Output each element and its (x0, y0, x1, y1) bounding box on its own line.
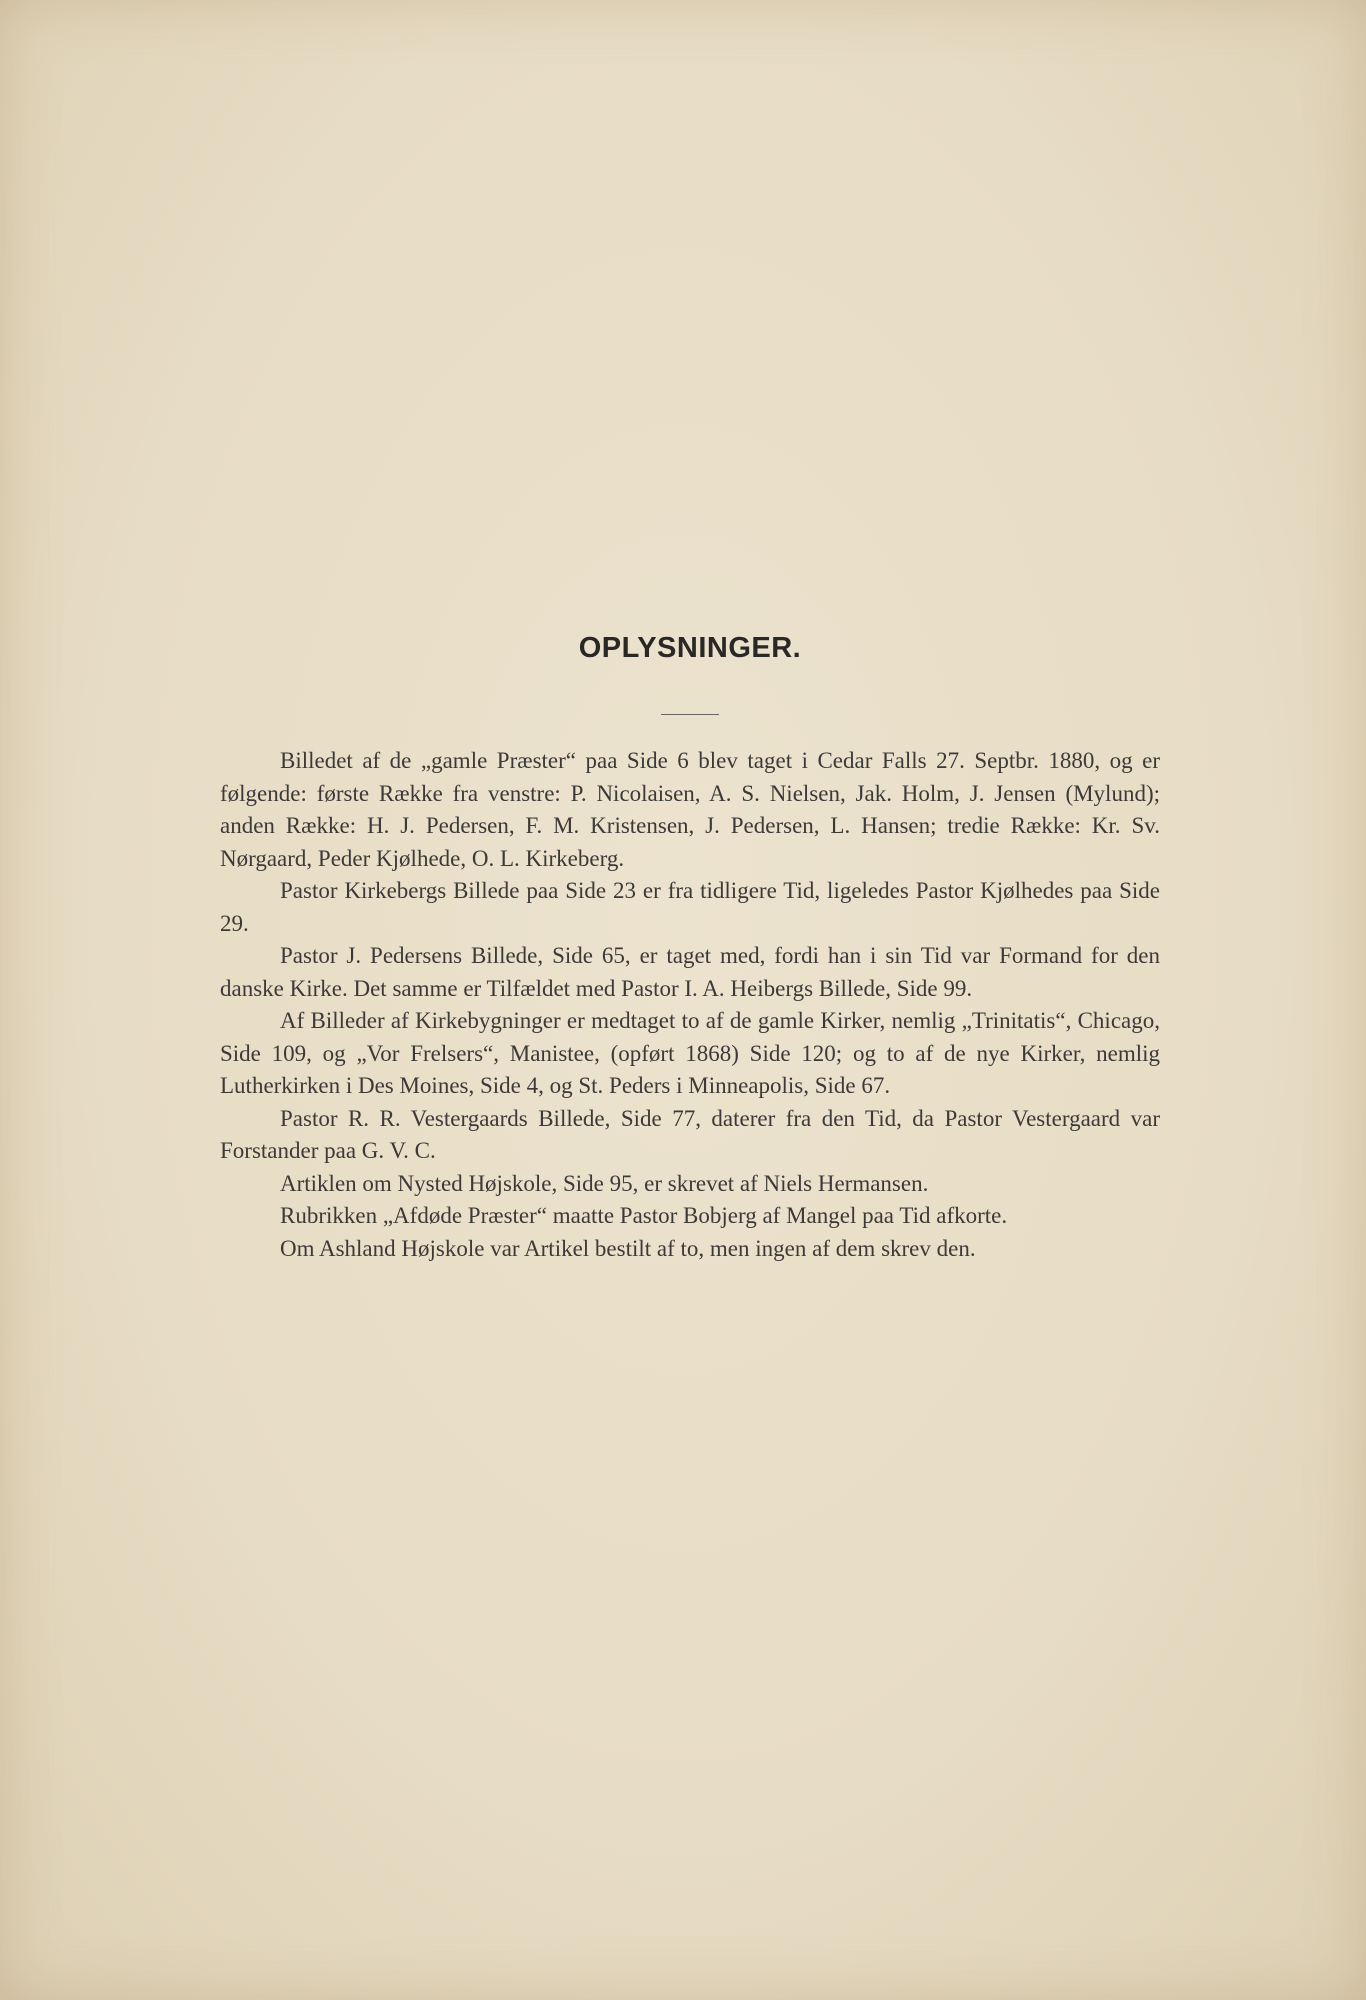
paragraph-photo-old-pastors: Billedet af de „gamle Præster“ paa Side 6 blev taget i Cedar Falls 27. Septbr. 1880, og er følgende: første Række fra venstre: P. Nicolaisen, A. S. Nielsen, Jak. Holm, J. Jensen (Mylund); anden Række: H. J. Pedersen, F. M. Kristensen, J. Pedersen, L. Hansen; tredie Række: Kr. Sv. Nørgaard, Peder Kjølhede, O. L. Kirkeberg. (220, 748, 1160, 871)
paragraph-ashland-article: Om Ashland Højskole var Artikel bestilt af to, men ingen af dem skrev den. (280, 1235, 976, 1261)
page-title: OPLYSNINGER. (578, 632, 802, 664)
paragraph-church-buildings: Af Billeder af Kirkebygninger er medtaget to af de gamle Kirker, nemlig „Trinitatis“, Chicago, Side 109, og „Vor Frelsers“, Manistee, (opført 1868) Side 120; og to af de nye Kirker, nemlig Lutherkirken i Des Moines, Side 4, og St. Peders i Minneapolis, Side 67. (220, 1008, 1160, 1098)
paragraph-nysted-article: Artiklen om Nysted Højskole, Side 95, er skrevet af Niels Hermansen. (280, 1170, 929, 1196)
paragraph-kirkeberg-photo: Pastor Kirkebergs Billede paa Side 23 er fra tidligere Tid, ligeledes Pastor Kjølhedes paa Side 29. (220, 878, 1160, 936)
document-body (220, 628, 1160, 1265)
paragraph-pedersen-photo: Pastor J. Pedersens Billede, Side 65, er taget med, fordi han i sin Tid var Formand for den danske Kirke. Det samme er Tilfældet med Pastor I. A. Heibergs Billede, Side 99. (220, 943, 1160, 1001)
title-divider (661, 714, 719, 715)
paragraph-deceased-pastors: Rubrikken „Afdøde Præster“ maatte Pastor Bobjerg af Mangel paa Tid afkorte. (280, 1203, 1008, 1228)
paragraph-vestergaard-photo: Pastor R. R. Vestergaards Billede, Side 77, daterer fra den Tid, da Pastor Vestergaard var Forstander paa G. V. C. (220, 1105, 1160, 1163)
